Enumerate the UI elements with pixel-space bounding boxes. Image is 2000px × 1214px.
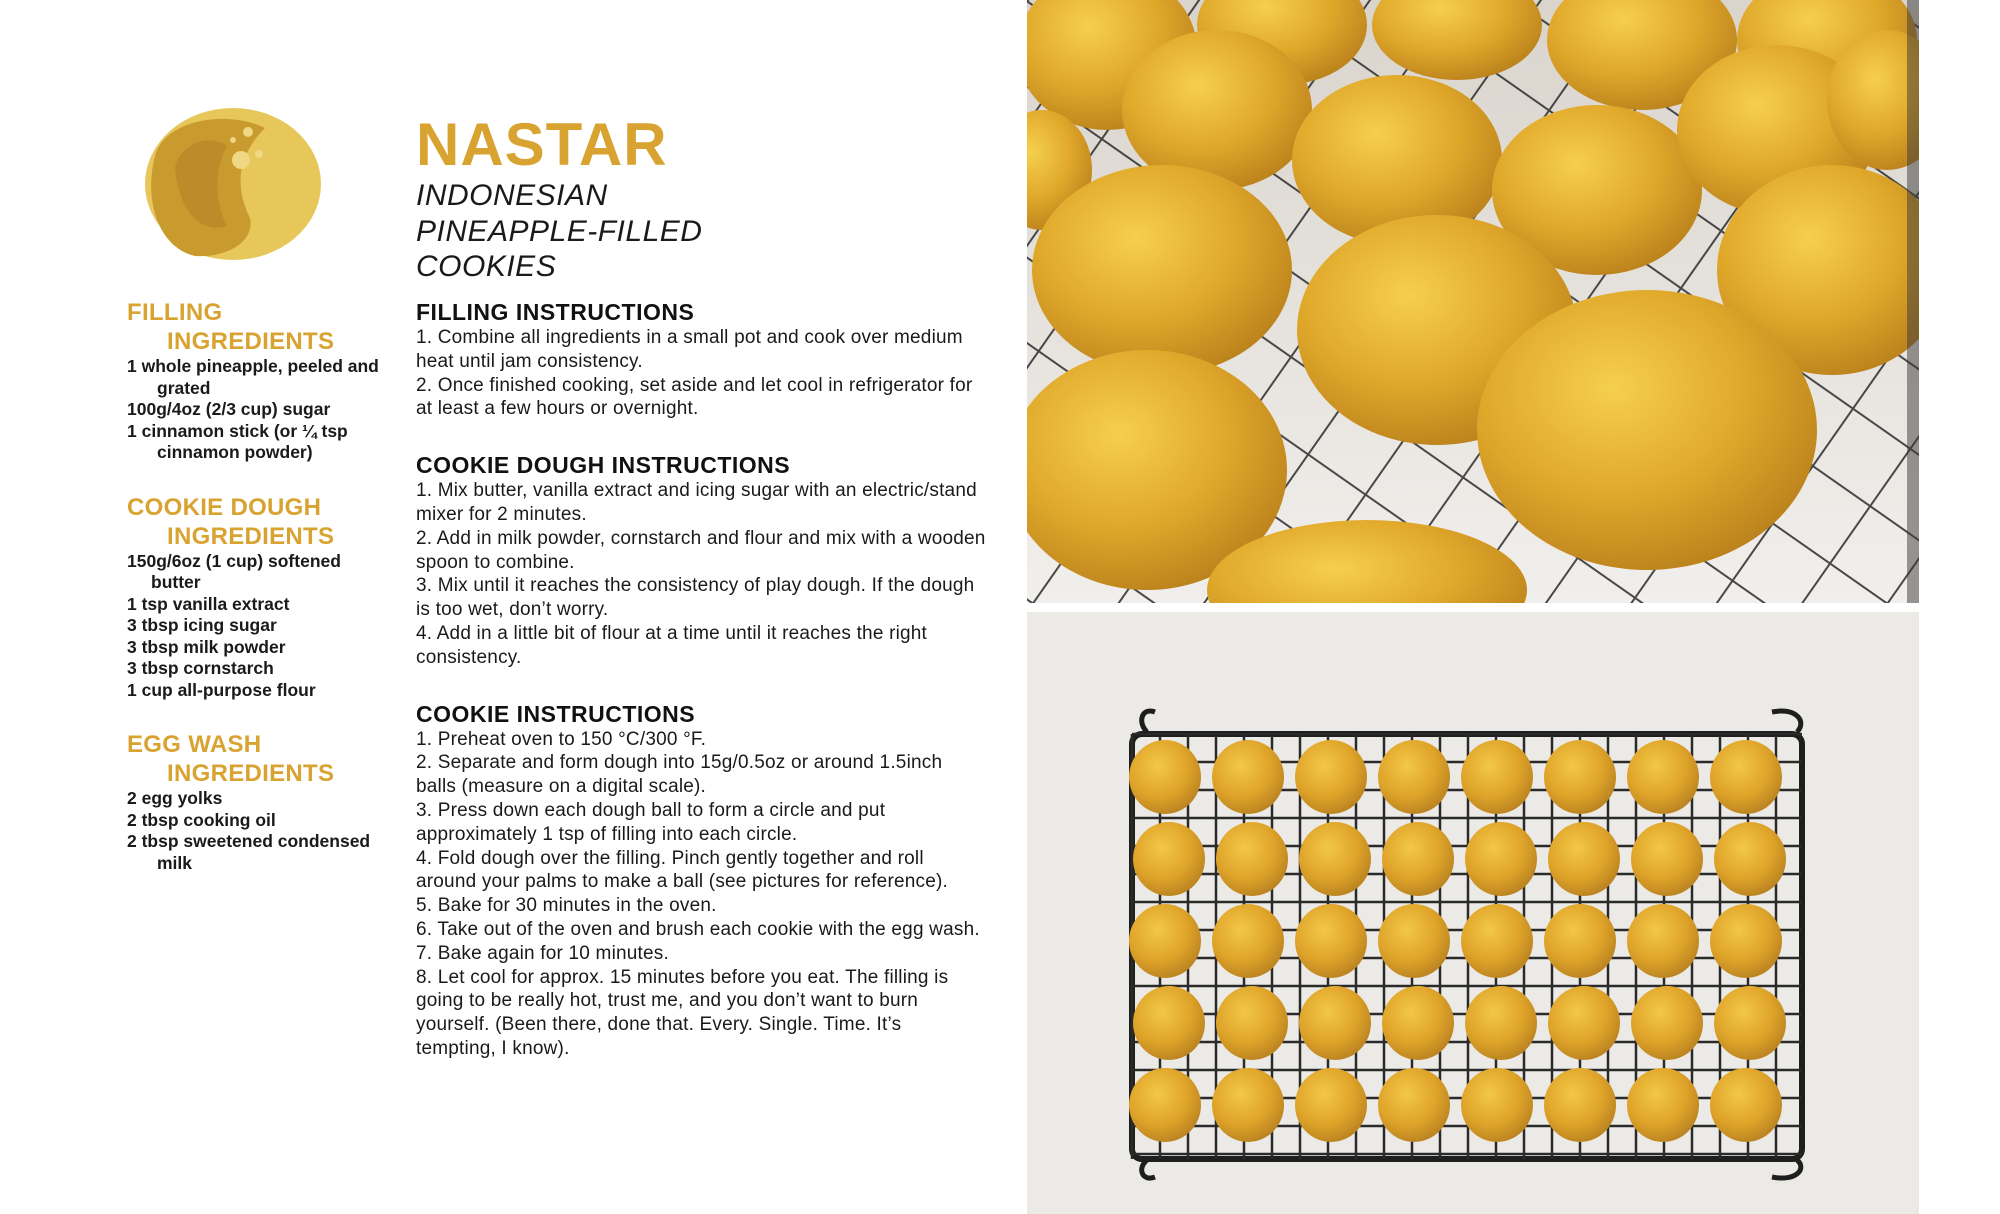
- cookies-rack-photo: [1027, 612, 1919, 1214]
- ingredient-item: 1 cup all-purpose flour: [127, 679, 316, 700]
- cookie-ball: [1548, 822, 1620, 896]
- ingredient-item: 2 egg yolks: [127, 788, 223, 808]
- cookie-dough-instructions: [416, 451, 986, 669]
- heading-line: INGREDIENTS: [167, 522, 335, 550]
- step-item: 5. Bake for 30 minutes in the oven.: [416, 895, 717, 917]
- cookie-ball: [1710, 740, 1782, 814]
- ingredient-item: 150g/6oz (1 cup) softened butter: [127, 550, 341, 592]
- cookie-ball: [1216, 986, 1288, 1060]
- cookie-ball: [1133, 986, 1205, 1060]
- cookie-ball: [1627, 740, 1699, 814]
- cookie-ball: [1129, 1068, 1201, 1142]
- cookie-ball: [1465, 986, 1537, 1060]
- cookie-ball: [1295, 1068, 1367, 1142]
- cookie-ball: [1212, 740, 1284, 814]
- step-item: 2. Once finished cooking, set aside and let cool in refrigerator for at least a few hours or overnight.: [416, 374, 973, 420]
- cookie-ball: [1631, 986, 1703, 1060]
- ingredient-item: 3 tbsp cornstarch: [127, 658, 274, 678]
- cookie-ball: [1212, 904, 1284, 978]
- ingredient-list: [127, 551, 392, 702]
- step-item: 2. Add in milk powder, cornstarch and flour and mix with a wooden spoon to combine.: [416, 527, 986, 573]
- filling-instructions: [416, 298, 986, 421]
- cookie-ball: [1378, 904, 1450, 978]
- step-item: 1. Preheat oven to 150 °C/300 °F.: [416, 728, 707, 750]
- filling-ingredients-heading: [127, 298, 392, 356]
- heading-line: FILLING: [127, 299, 223, 326]
- cookie-ball: [1627, 904, 1699, 978]
- egg-wash-ingredients: [127, 730, 392, 874]
- cookie-ball: [1710, 904, 1782, 978]
- cookie-ball: [1295, 904, 1367, 978]
- cookie-ball: [1382, 822, 1454, 896]
- heading-line: INGREDIENTS: [167, 760, 335, 787]
- heading-line: INGREDIENTS: [167, 328, 335, 355]
- step-list: [416, 479, 986, 669]
- subtitle-line: INDONESIAN: [416, 179, 608, 212]
- ingredient-item: 1 whole pineapple, peeled and grated: [127, 356, 379, 398]
- cookie-ball: [1461, 904, 1533, 978]
- filling-ingredients: [127, 298, 392, 464]
- cookies-closeup-photo: [1027, 0, 1919, 603]
- egg-wash-ingredients-heading: [127, 730, 392, 788]
- step-item: 3. Mix until it reaches the consistency of play dough. If the dough is too wet, don’t worry.: [416, 575, 975, 621]
- cookie-ball: [1129, 904, 1201, 978]
- cookie-ball: [1544, 740, 1616, 814]
- ingredient-item: 3 tbsp milk powder: [127, 636, 286, 657]
- step-item: 8. Let cool for approx. 15 minutes before you eat. The filling is going to be really hot, trust me, and you don’t want to burn yourself. (Been there, done that. Every. Single. Time. It’s tempting, I know).: [416, 966, 949, 1059]
- ingredient-item: 1 tsp vanilla extract: [127, 593, 290, 614]
- ingredient-item: 100g/4oz (2/3 cup) sugar: [127, 399, 331, 419]
- subtitle-line: PINEAPPLE-FILLED: [416, 214, 703, 248]
- ingredient-item: 2 tbsp cooking oil: [127, 809, 276, 830]
- cookie-ball: [1378, 1068, 1450, 1142]
- cookie-ball: [1212, 1068, 1284, 1142]
- step-item: 6. Take out of the oven and brush each cookie with the egg wash.: [416, 918, 980, 940]
- instructions-column: [416, 298, 986, 1091]
- cookie-ball: [1295, 740, 1367, 814]
- cookie-dough-ingredients-heading: [127, 493, 392, 551]
- ingredient-item: 2 tbsp sweetened condensed milk: [127, 831, 371, 873]
- cookie-ball: [1382, 986, 1454, 1060]
- heading-line: COOKIE DOUGH: [127, 493, 322, 521]
- step-item: 3. Press down each dough ball to form a circle and put approximately 1 tsp of filling into each circle.: [416, 799, 886, 845]
- cookie-ball: [1378, 740, 1450, 814]
- cookie-ball: [1461, 1068, 1533, 1142]
- ingredients-column: [127, 298, 392, 903]
- cookie-dough-ingredients: [127, 493, 392, 702]
- cookie-ball: [1461, 740, 1533, 814]
- cookie-ball: [1216, 822, 1288, 896]
- cookie-ball: [1548, 986, 1620, 1060]
- cookie-ball: [1544, 1068, 1616, 1142]
- cookie-ball: [1299, 822, 1371, 896]
- cookie-instructions-heading: COOKIE INSTRUCTIONS: [416, 700, 696, 727]
- cookie-dough-instructions-heading: COOKIE DOUGH INSTRUCTIONS: [416, 452, 791, 479]
- step-item: 2. Separate and form dough into 15g/0.5oz or around 1.5inch balls (measure on a digital scale).: [416, 752, 943, 798]
- step-item: 4. Fold dough over the filling. Pinch gently together and roll around your palms to make a ball (see pictures for reference).: [416, 847, 948, 893]
- recipe-title-block: [416, 112, 976, 285]
- cookie-ball: [1465, 822, 1537, 896]
- recipe-title: NASTAR: [416, 111, 668, 178]
- cookie-ball: [1627, 1068, 1699, 1142]
- subtitle-line: COOKIES: [416, 250, 557, 283]
- cookie-ball: [1129, 740, 1201, 814]
- recipe-subtitle: [416, 178, 976, 285]
- ingredient-list: [127, 356, 392, 464]
- step-item: 4. Add in a little bit of flour at a time until it reaches the right consistency.: [416, 622, 928, 668]
- cookie-ball: [1710, 1068, 1782, 1142]
- step-item: 1. Combine all ingredients in a small pot and cook over medium heat until jam consistency.: [416, 327, 963, 372]
- filling-instructions-heading: FILLING INSTRUCTIONS: [416, 299, 695, 325]
- cookie-ball: [1299, 986, 1371, 1060]
- step-item: 1. Mix butter, vanilla extract and icing sugar with an electric/stand mixer for 2 minutes.: [416, 480, 977, 525]
- step-list: [416, 326, 986, 421]
- cookie-ball: [1544, 904, 1616, 978]
- step-item: 7. Bake again for 10 minutes.: [416, 942, 669, 964]
- cookie-ball: [1133, 822, 1205, 896]
- cookie-instructions: [416, 700, 986, 1061]
- cookie-ball: [1631, 822, 1703, 896]
- ingredient-item: 1 cinnamon stick (or ¼ tsp cinnamon powder): [127, 420, 348, 462]
- ingredient-item: 3 tbsp icing sugar: [127, 615, 277, 635]
- step-list: [416, 728, 986, 1061]
- ingredient-list: [127, 788, 392, 874]
- heading-line: EGG WASH: [127, 731, 262, 758]
- pineapple-illustration: [135, 108, 325, 266]
- cookie-ball: [1714, 822, 1786, 896]
- cookie-ball: [1714, 986, 1786, 1060]
